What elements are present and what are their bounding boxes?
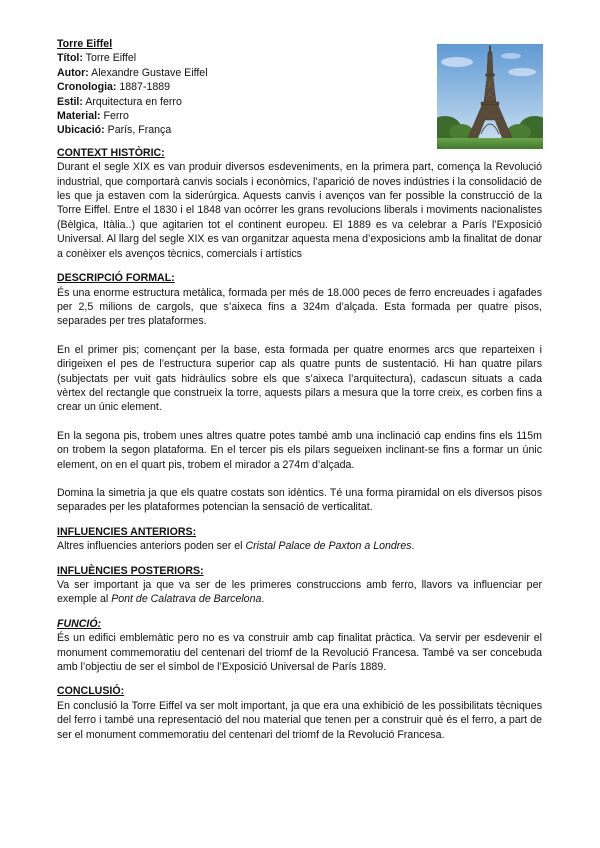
- section-title-conclusion: CONCLUSIÓ:: [57, 685, 125, 698]
- meta-label: Estil:: [57, 95, 83, 108]
- meta-label: Autor:: [57, 66, 89, 79]
- conclusion-paragraph: En conclusió la Torre Eiffel va ser molt important, ja que era una exhibició de les possibilitats tècniques del ferro i també una representació del nou material que tenen per a construir què és el ferro, a part de ser el monument commemoratiu del centenari del triomf de la Revolució Francesa.: [57, 699, 542, 741]
- meta-author-row: [57, 66, 429, 80]
- document-heading: Torre Eiffel: [57, 38, 113, 50]
- influences-later-work: Pont de Calatrava de Barcelona: [111, 593, 262, 606]
- influences-later-paragraph: [57, 578, 542, 607]
- section-title-function: FUNCIÓ:: [57, 617, 102, 630]
- meta-label: Cronologia:: [57, 81, 117, 94]
- eiffel-tower-illustration: [437, 44, 543, 149]
- section-title-influences-previous: INFLUENCIES ANTERIORS:: [57, 525, 197, 538]
- influences-later-text: Va ser important ja que va ser de les primeres construccions amb ferro, llavors va influenciar per exemple al: [57, 579, 542, 606]
- formal-paragraph-2: En el primer pis; començant per la base, esta formada per quatre enormes arcs que reparteixen i dirigeixen el pes de l’estructura superior cap als quatre punts de sustentació. Hi han quatre pilars (subjectats per vuit gats hidràulics sobre els que s’aixeca l’arquitectura), cadascun situats a cada vèrtex del rectangle que construeix la torre, aquests pilars a mesura que la torre creix, es corben fins a crear un únic element.: [57, 343, 542, 414]
- meta-value: París, França: [104, 124, 172, 137]
- meta-label: Material:: [57, 110, 101, 123]
- influences-previous-end: .: [411, 540, 415, 553]
- influences-previous-paragraph: [57, 539, 542, 553]
- function-paragraph: És un edifici emblemàtic pero no es va construir amb cap finalitat pràctica. Va servir per esdevenir el monument commemoratiu del centenari del triomf de la Revolució Francesa. També va ser concebuda amb l’objectiu de ser el símbol de l’Exposició Universal de París 1889.: [57, 632, 542, 674]
- formal-paragraph-3: En la segona pis, trobem unes altres quatre potes també amb una inclinació cap endins fins els 115m on trobem la segon plataforma. En el tercer pis els pilars segueixen inclinant-se fins a formar un únic element, on en el quart pis, trobem el mirador a 274m d’alçada.: [57, 429, 542, 471]
- formal-paragraph-4: Domina la simetria ja que els quatre costats son idèntics. Té una forma piramidal on els diversos pisos separades per les plataformes potencian la sensació de verticalitat.: [57, 486, 542, 514]
- section-title-context: CONTEXT HISTÒRIC:: [57, 146, 165, 159]
- section-title-formal: DESCRIPCIÓ FORMAL:: [57, 272, 175, 285]
- artwork-metadata: [57, 37, 429, 138]
- meta-value: Arquitectura en ferro: [82, 95, 182, 108]
- meta-label: Títol:: [57, 52, 83, 65]
- influences-later-end: .: [261, 593, 265, 606]
- meta-value: Alexandre Gustave Eiffel: [88, 66, 208, 79]
- meta-material-row: [57, 109, 429, 123]
- section-title-influences-later: INFLUÈNCIES POSTERIORS:: [57, 564, 204, 577]
- meta-location-row: [57, 123, 429, 137]
- context-paragraph: Durant el segle XIX es van produir diversos esdeveniments, en la primera part, comença la Revolució industrial, que comportarà canvis socials i econòmics, l’aparició de noves indústries i la consolidació de les que ja estaven com la siderúrgica. Aquests canvis i avenços van fer possible la construcció de la Torre Eiffel. Entre el 1830 i el 1848 van ocórrer les grans revolucions liberals i moviments nacionalistes (Bèlgica, Itàlia..) que agitarien tot el continent europeu. El 1889 es va celebrar a París l’Exposició Universal. Al llarg del segle XIX es van organitzar aquesta mena d’exposicions amb la finalitat de donar a conèixer els avenços tècnics, comercials i artístics: [57, 161, 542, 260]
- influences-previous-text: Altres influencies anteriors poden ser el: [57, 540, 246, 553]
- meta-value: 1887-1889: [116, 81, 171, 94]
- influences-previous-work: Cristal Palace de Paxton a Londres: [245, 540, 412, 553]
- meta-style-row: [57, 95, 429, 109]
- meta-chronology-row: [57, 80, 429, 94]
- meta-value: Ferro: [100, 110, 129, 123]
- meta-label: Ubicació:: [57, 124, 105, 137]
- meta-title-row: [57, 51, 429, 65]
- formal-paragraph-1: És una enorme estructura metàlica, formada per més de 18.000 peces de ferro encreuades i agafades per 2,5 milions de cargols, que s’aixeca fins a 324m d’alçada. Esta formada per quatre pisos, separades per tres plataformes.: [57, 286, 542, 328]
- eiffel-tower-photo: [437, 44, 543, 149]
- meta-value: Torre Eiffel: [82, 52, 137, 65]
